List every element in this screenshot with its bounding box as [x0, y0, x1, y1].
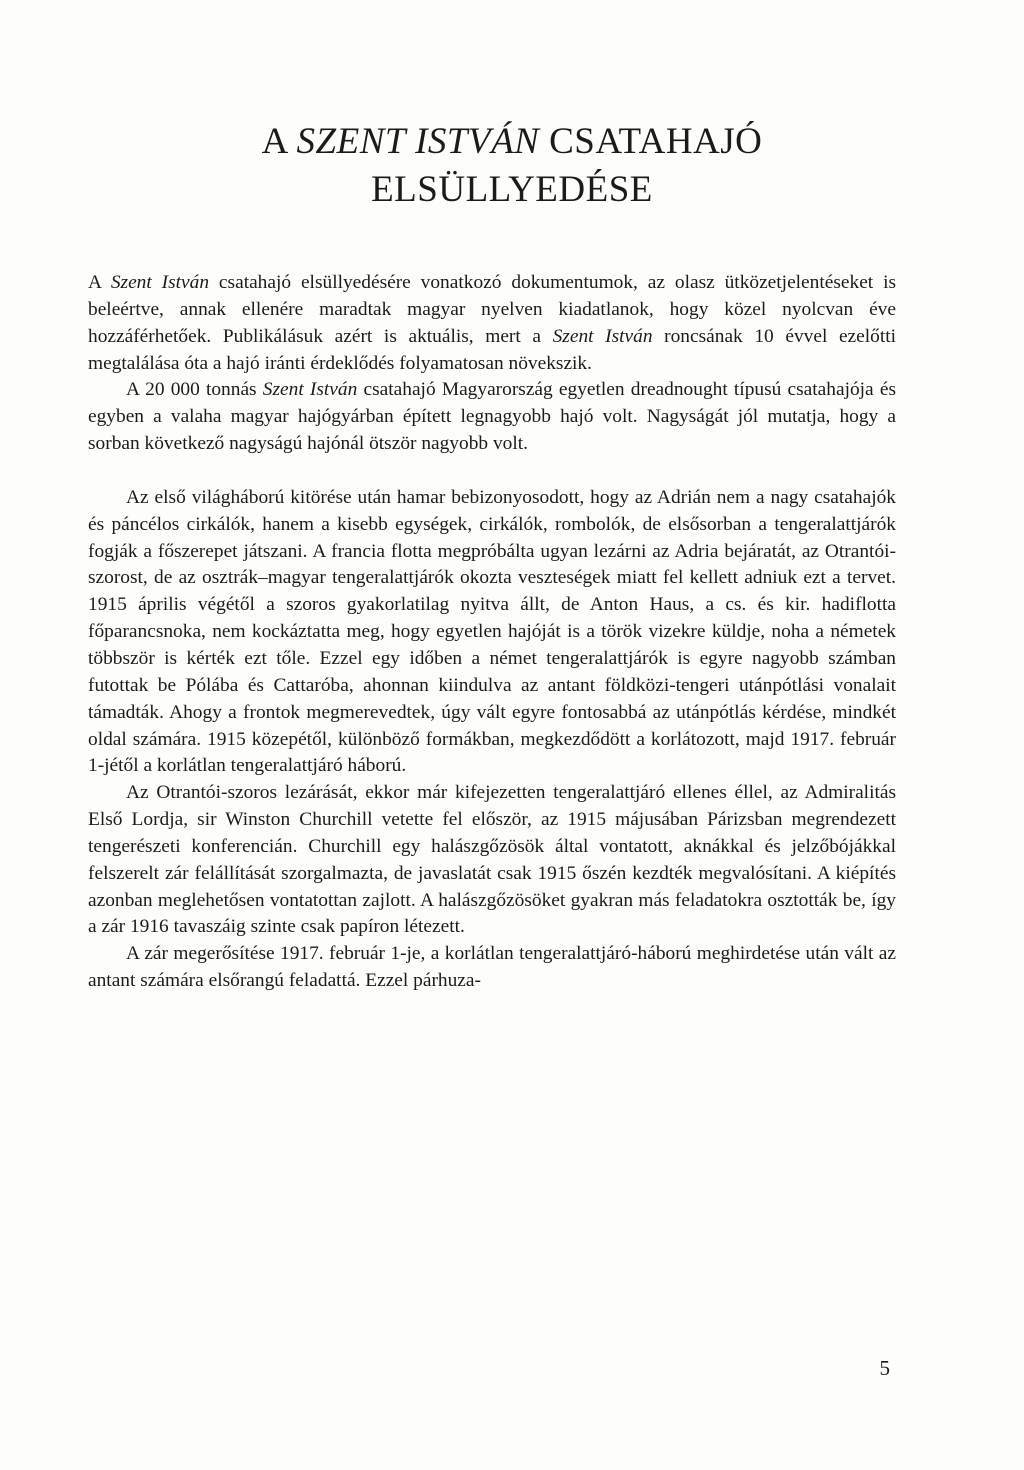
title-prefix: A: [261, 121, 297, 162]
paragraph-2: [88, 377, 896, 458]
paragraph-1-pre: A: [88, 272, 111, 293]
chapter-title-line-1: [80, 118, 944, 166]
paragraph-2-pre: A 20 000 tonnás: [126, 379, 263, 401]
paragraph-3: Az első világháború kitörése után hamar bebizonyosodott, hogy az Adrián nem a nagy csatahajók és páncélos cirkálók, hanem a kisebb egységek, cirkálók, rombolók, de elsősorban a tengeralattjárók fogják a főszerepet játszani. A francia flotta megpróbálta ugyan lezárni az Adria bejáratát, az Otrantói-szorost, de az osztrák–magyar tengeralattjárók okozta veszteségek miatt fel kellett adniuk ezt a tervet. 1915 április végétől a szoros gyakorlatilag nyitva állt, de Anton Haus, a cs. és kir. hadiflotta főparancsnoka, nem kockáztatta meg, hogy egyetlen hajóját is a török vizekre küldje, noha a németek többször is kérték ezt tőle. Ezzel egy időben a német tengeralattjárók is egyre nagyobb számban futottak be Pólába és Cattaróba, ahonnan kiindulva az antant földközi-tengeri utánpótlási vonalait támadták. Ahogy a frontok megmerevedtek, úgy vált egyre fontosabbá az utánpótlás kérdése, mindkét oldal számára. 1915 közepétől, különböző formákban, megkezdődött a korlátozott, majd 1917. február 1-jétől a korlátlan tengeralattjáró háború.: [88, 486, 896, 777]
chapter-title: [80, 118, 944, 214]
title-ship-name: SZENT ISTVÁN: [296, 121, 540, 162]
paragraph-1-text-2: roncsának 10 évvel ezelőtti megtalálása óta a hajó iránti érdeklődés folyamatosan növekszik.: [88, 325, 897, 374]
paragraph-1-text: csatahajó elsüllyedésére vonatkozó dokumentumok, az olasz ütközetjelentéseket is beleértve, annak ellenére maradtak magyar nyelven kiadatlanok, hogy közel nyolcvan éve hozzáférhetőek. Publikálásuk azért is aktuális, mert a: [88, 272, 897, 347]
paragraph-2-text: csatahajó Magyarország egyetlen dreadnought típusú csatahajója és egyben a valaha magyar hajógyárban épített legnagyobb hajó volt. Nagyságát jól mutatja, hogy a sorban következő nagyságú hajónál ötször nagyobb volt.: [88, 379, 896, 455]
paragraph-1: [88, 270, 896, 377]
body-text: [88, 270, 896, 995]
title-suffix: CSATAHAJÓ: [539, 121, 763, 162]
chapter-title-line-2: ELSÜLLYEDÉSE: [371, 169, 653, 210]
paragraph-2-ship-name: Szent István: [262, 379, 358, 401]
paragraph-5: A zár megerősítése 1917. február 1-je, a korlátlan tengeralattjáró-háború meghirdetése után vált az antant számára elsőrangú feladattá. Ezzel párhuza-: [88, 943, 896, 992]
paragraph-1-ship-name: Szent István: [110, 272, 210, 293]
paragraph-1-ship-name-2: Szent István: [552, 325, 653, 347]
page-number: 5: [879, 1356, 890, 1380]
paragraph-4: Az Otrantói-szoros lezárását, ekkor már kifejezetten tengeralattjáró ellenes éllel, az Admiralitás Első Lordja, sir Winston Churchill vetette fel először, az 1915 májusában Párizsban megrendezett tengerészeti konferencián. Churchill egy halászgőzösök által vontatott, aknákkal és jelzőbójákkal felszerelt zár felállítását szorgalmazta, de javaslatát csak 1915 őszén kezdték megvalósítani. A kiépítés azonban meglehetősen vontatottan zajlott. A halászgőzösöket gyakran más feladatokra osztották be, így a zár 1916 tavaszáig szinte csak papíron létezett.: [88, 782, 896, 938]
